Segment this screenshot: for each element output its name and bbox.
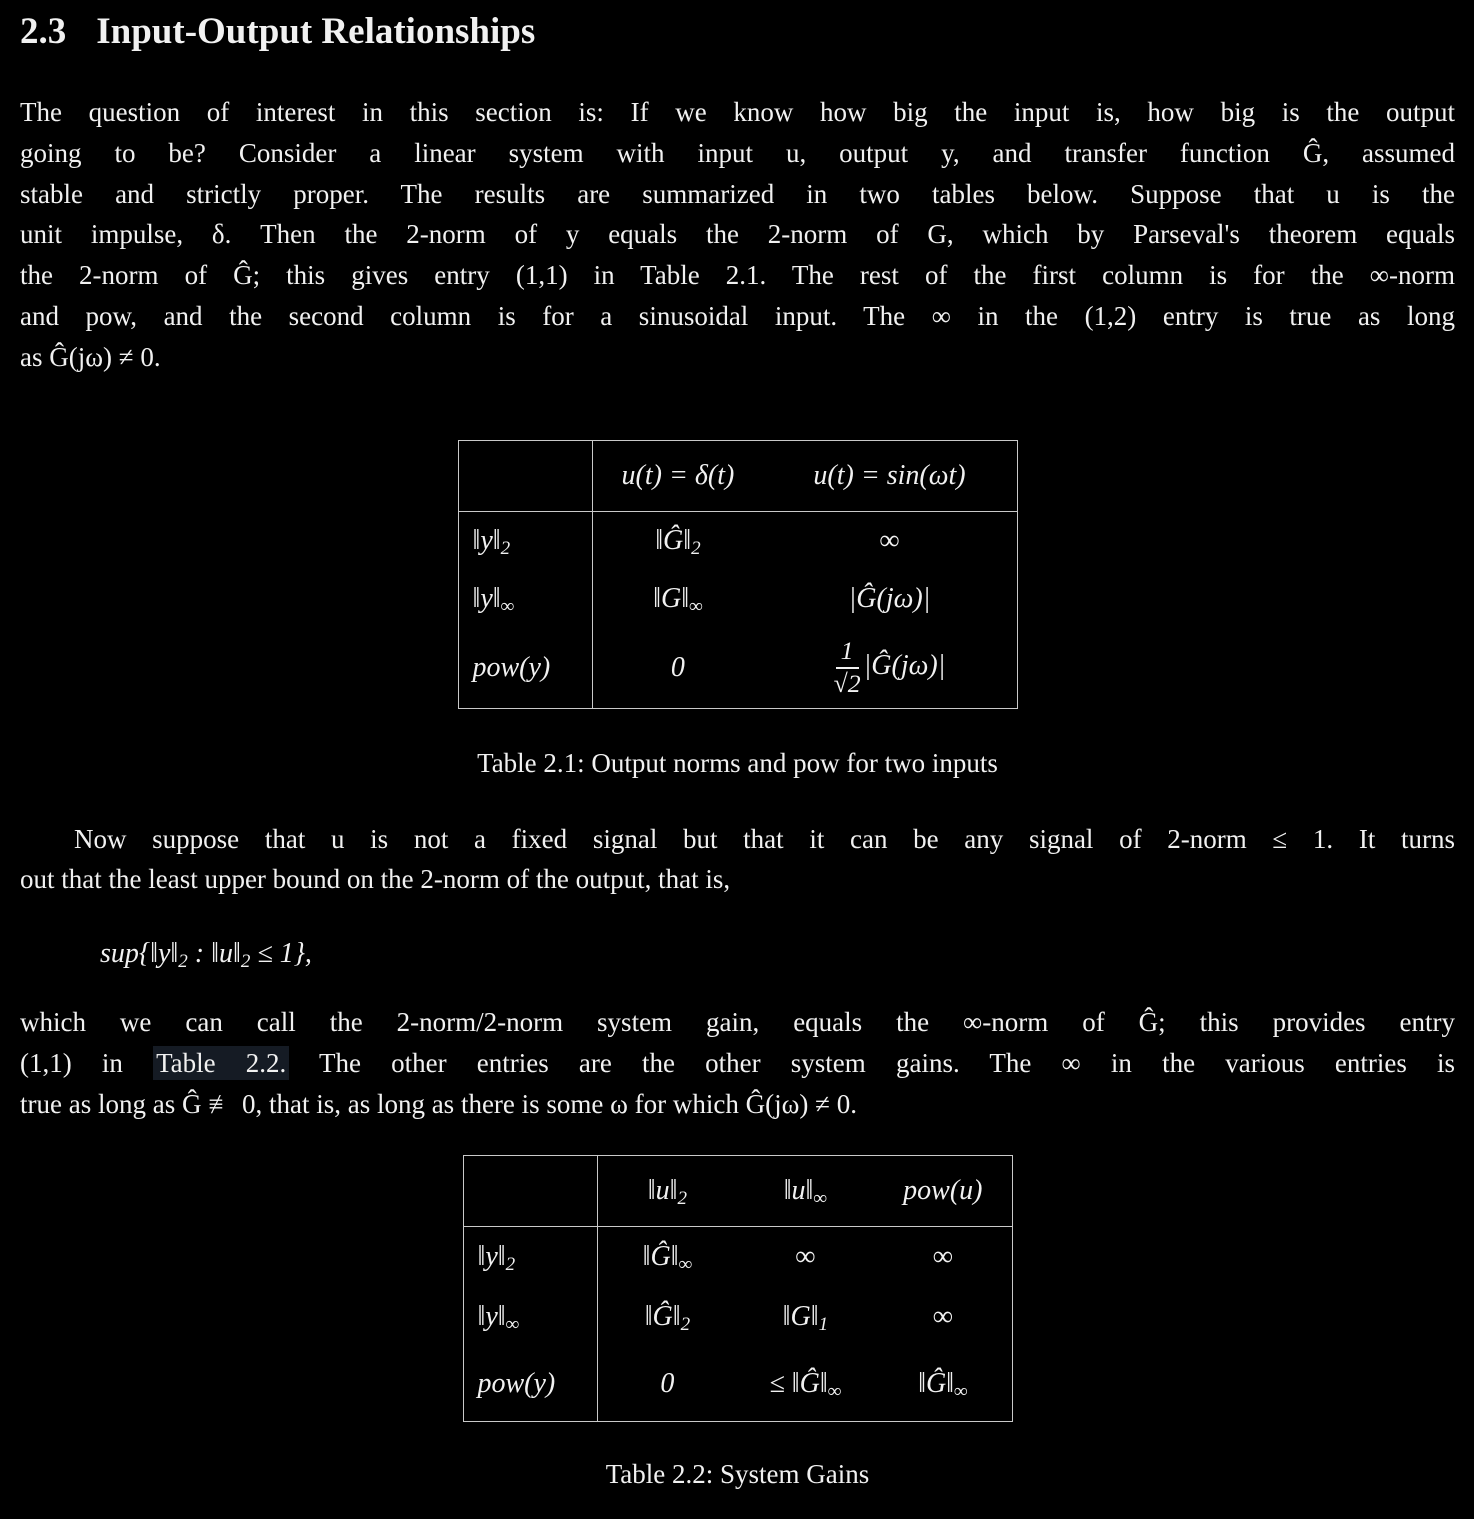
table-cell: ∞ bbox=[932, 1300, 953, 1332]
table-cell: ≤ $‖Ĝ‖_\infty$ bbox=[769, 1367, 842, 1402]
empty-corner-cell bbox=[463, 1155, 598, 1226]
section-heading bbox=[20, 10, 1455, 54]
col-header-u2: $‖u‖_2$ bbox=[598, 1155, 737, 1226]
table-row bbox=[463, 1287, 1012, 1347]
section-title: Input-Output Relationships bbox=[96, 11, 536, 52]
table-row bbox=[458, 570, 1017, 628]
col-header-uinf: $‖u‖_\infty$ bbox=[737, 1155, 875, 1226]
table-cell: $‖Ĝ‖_\infty$ bbox=[918, 1367, 968, 1402]
text-line: going to be? Consider a linear system with input u, output y, and transfer function Ĝ, assumed bbox=[20, 137, 1455, 168]
col-header-sinusoid-input: u(t) = sin(ωt) bbox=[763, 440, 1018, 511]
table-2-2-caption: Table 2.2: System Gains bbox=[605, 1458, 870, 1489]
table-row bbox=[463, 1347, 1012, 1422]
table-row bbox=[458, 628, 1017, 709]
table-cell: 0 bbox=[660, 1367, 675, 1399]
system-gains-table bbox=[463, 1155, 1013, 1422]
table-cell: |Ĝ(jω)| bbox=[848, 582, 931, 614]
text-line: The question of interest in this section is: If we know how big the input is, how big is the output bbox=[20, 97, 1455, 127]
table-2-2-link[interactable]: Table 2.2. bbox=[153, 1046, 289, 1080]
table-row bbox=[463, 1226, 1012, 1287]
table-cell: $‖Ĝ‖_2$ bbox=[644, 1300, 691, 1335]
text-line: stable and strictly proper. The results are summarized in two tables below. Suppose that u is the bbox=[20, 178, 1455, 209]
text-line: Now suppose that u is not a fixed signal but that it can be any signal of 2-norm ≤ 1. It turns bbox=[74, 823, 1455, 854]
row-label: $‖y‖_2$ bbox=[463, 1226, 598, 1287]
fraction: $\frac{1}{√2}$ bbox=[833, 636, 861, 698]
table-2-2 bbox=[20, 1155, 1455, 1422]
text-line: and pow, and the second column is for a sinusoidal input. The ∞ in the (1,2) entry is true as long bbox=[20, 300, 1455, 331]
table-row bbox=[458, 511, 1017, 570]
col-header-impulse-input: u(t) = δ(t) bbox=[593, 440, 763, 511]
paragraph-intro bbox=[20, 92, 1455, 378]
table-2-1-caption: Table 2.1: Output norms and pow for two inputs bbox=[477, 747, 998, 778]
table-cell: 0 bbox=[670, 651, 685, 683]
table-2-1 bbox=[20, 440, 1455, 709]
row-label: pow(y) bbox=[458, 628, 593, 709]
paragraph-supremum bbox=[20, 819, 1455, 901]
row-label: $‖y‖_\infty$ bbox=[463, 1287, 598, 1347]
table-cell: $\frac{1}{√2}$ |Ĝ(jω)| bbox=[833, 636, 946, 698]
table-cell: $‖Ĝ‖_\infty$ bbox=[642, 1240, 693, 1275]
table-header-row bbox=[463, 1155, 1012, 1226]
output-norms-table bbox=[458, 440, 1018, 709]
section-number: 2.3 bbox=[20, 11, 67, 52]
text-line: (1,1) in Table 2.2. The other entries are the other system gains. The ∞ in the various entries is bbox=[20, 1047, 1456, 1078]
equation-sup-norm: $sup\{‖y‖_2$ : $‖u‖_2 \le 1$}, bbox=[100, 938, 312, 972]
text-line: which we can call the 2-norm/2-norm system gain, equals the ∞-norm of Ĝ; this provides entry bbox=[20, 1007, 1455, 1038]
text-line: out that the least upper bound on the 2-norm of the output, that is, bbox=[20, 864, 731, 895]
row-label: pow(y) bbox=[463, 1347, 598, 1422]
paragraph-system-gain bbox=[20, 1002, 1455, 1124]
text-line: the 2-norm of Ĝ; this gives entry (1,1) in Table 2.1. The rest of the first column is for the ∞-norm bbox=[20, 260, 1455, 291]
row-label: $‖y‖_2$ bbox=[458, 511, 593, 570]
table-cell: ∞ bbox=[879, 524, 900, 556]
table-header-row bbox=[458, 440, 1017, 511]
text-line: true as long as Ĝ ≢ 0, that is, as long as there is some ω for which Ĝ(jω) ≠ 0. bbox=[20, 1088, 857, 1119]
table-cell: $‖Ĝ‖_2$ bbox=[655, 524, 701, 559]
empty-corner-cell bbox=[458, 440, 593, 511]
text-line: unit impulse, δ. Then the 2-norm of y equals the 2-norm of G, which by Parseval's theorem equals bbox=[20, 219, 1455, 250]
table-cell: ∞ bbox=[932, 1240, 953, 1272]
table-cell: $‖G‖_1$ bbox=[782, 1300, 829, 1335]
col-header-powu: pow(u) bbox=[874, 1155, 1012, 1226]
table-cell: $‖G‖_\infty$ bbox=[653, 582, 703, 617]
text-line: as Ĝ(jω) ≠ 0. bbox=[20, 341, 161, 372]
table-cell: ∞ bbox=[795, 1240, 816, 1272]
row-label: $‖y‖_\infty$ bbox=[458, 570, 593, 628]
